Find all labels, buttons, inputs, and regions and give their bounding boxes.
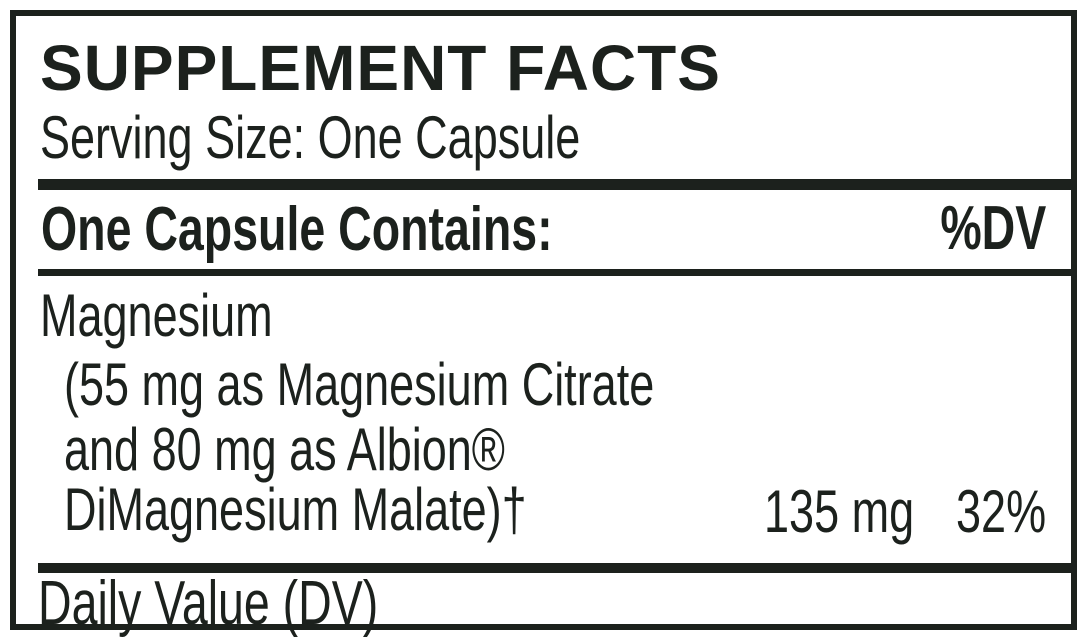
ingredient-amount: 135 mg [763, 478, 914, 545]
column-header-contains: One Capsule Contains: [41, 195, 553, 264]
ingredient-dv-percent: 32% [955, 478, 1046, 545]
ingredient-detail-line-3: DiMagnesium Malate)† [64, 476, 527, 543]
daily-value-footnote: Daily Value (DV) [38, 569, 379, 637]
serving-size-text: Serving Size: One Capsule [40, 104, 581, 171]
label-title: SUPPLEMENT FACTS [40, 32, 721, 104]
column-header-dv: %DV [940, 194, 1046, 263]
ingredient-detail-line-1: (55 mg as Magnesium Citrate [64, 351, 655, 418]
divider-heavy-top [38, 179, 1075, 190]
ingredient-name: Magnesium [40, 282, 273, 349]
label-border-box [10, 10, 1077, 637]
ingredient-detail-line-2: and 80 mg as Albion® [64, 416, 505, 483]
divider-medium [38, 269, 1075, 276]
